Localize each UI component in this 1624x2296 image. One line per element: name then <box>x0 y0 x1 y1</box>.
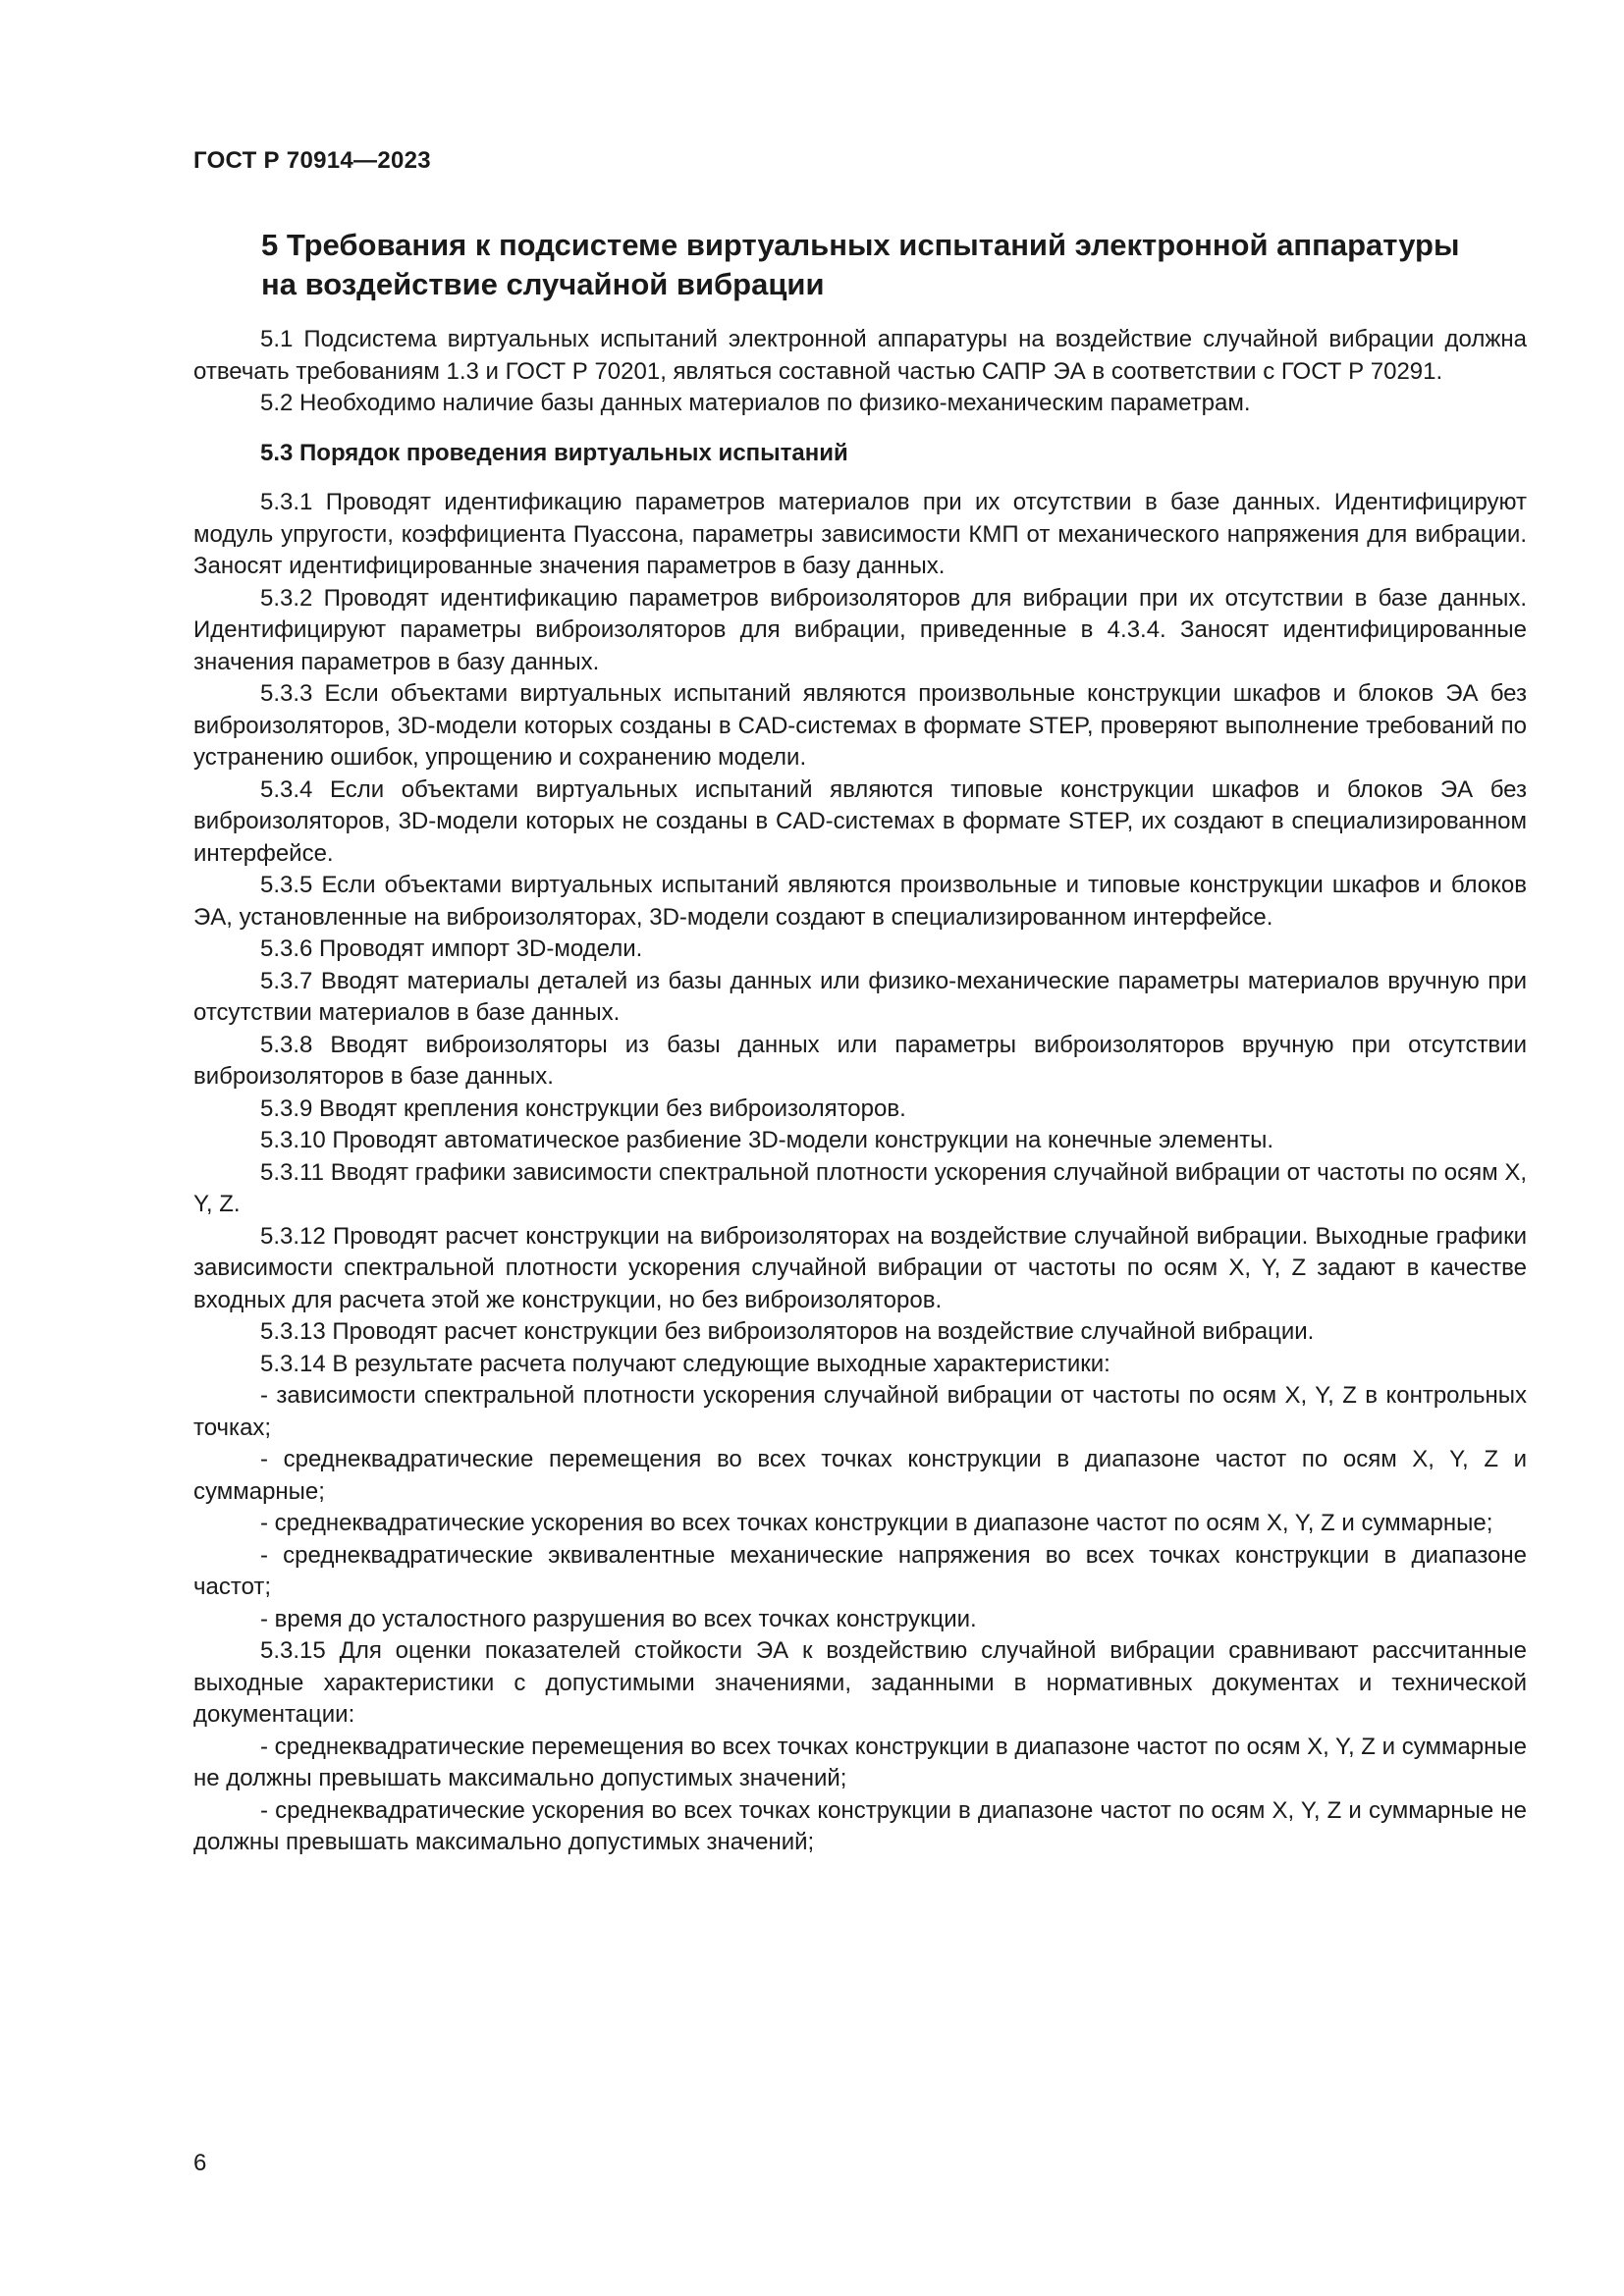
paragraph-5-3-3: 5.3.3 Если объектами виртуальных испытаний являются произвольные конструкции шкафов и блоков ЭА без виброизоляторов, 3D-модели которых созданы в CAD-системах в формате STEP, проверяют выполнение требований по устранению ошибок, упрощению и сохранению модели. <box>193 680 1527 771</box>
paragraph-5-3-14: 5.3.14 В результате расчета получают следующие выходные характеристики: <box>260 1350 1110 1377</box>
paragraph-5-3-6: 5.3.6 Проводят импорт 3D-модели. <box>260 935 643 962</box>
paragraph-5-3-5: 5.3.5 Если объектами виртуальных испытаний являются произвольные и типовые конструкции шкафов и блоков ЭА, установленные на виброизоляторах, 3D-модели создают в специализированном интерфейсе. <box>193 872 1527 931</box>
paragraph-5-3-1: 5.3.1 Проводят идентификацию параметров материалов при их отсутствии в базе данных. Идентифицируют модуль упругости, коэффициента Пуассона, параметры зависимости КМП от механического напряжения для вибрации. Заносят идентифицированные значения параметров в базу данных. <box>193 489 1527 579</box>
list-item: - время до усталостного разрушения во всех точках конструкции. <box>260 1605 977 1632</box>
paragraph-5-3-10: 5.3.10 Проводят автоматическое разбиение 3D-модели конструкции на конечные элементы. <box>260 1127 1274 1153</box>
list-item: - среднеквадратические ускорения во всех точках конструкции в диапазоне частот по осям X, Y, Z и суммарные; <box>260 1510 1493 1536</box>
paragraph-5-3-8: 5.3.8 Вводят виброизоляторы из базы данных или параметры виброизоляторов вручную при отсутствии виброизоляторов в базе данных. <box>193 1031 1527 1090</box>
paragraph-5-3-12: 5.3.12 Проводят расчет конструкции на виброизоляторах на воздействие случайной вибрации. Выходные графики зависимости спектральной плотности ускорения случайной вибрации от частоты по осям X, Y, Z задают в качестве входных для расчета этой же конструкции, но без виброизоляторов. <box>193 1222 1527 1313</box>
paragraph-5-3-2: 5.3.2 Проводят идентификацию параметров виброизоляторов для вибрации при их отсутствии в базе данных. Идентифицируют параметры виброизоляторов для вибрации, приведенные в 4.3.4. Заносят идентифицированные значения параметров в базу данных. <box>193 584 1527 675</box>
list-item: - среднеквадратические перемещения во всех точках конструкции в диапазоне частот по осям X, Y, Z и суммарные; <box>193 1446 1527 1505</box>
paragraph-5-3-15: 5.3.15 Для оценки показателей стойкости ЭА к воздействию случайной вибрации сравнивают рассчитанные выходные характеристики с допустимыми значениями, заданными в нормативных документах и технической документации: <box>193 1637 1527 1728</box>
document-body <box>193 324 1527 1859</box>
page-number: 6 <box>193 2150 207 2176</box>
paragraph-5-3-11: 5.3.11 Вводят графики зависимости спектральной плотности ускорения случайной вибрации от частоты по осям X, Y, Z. <box>193 1158 1527 1217</box>
list-item: - среднеквадратические ускорения во всех точках конструкции в диапазоне частот по осям X, Y, Z и суммарные не должны превышать максимально допустимых значений; <box>193 1796 1527 1855</box>
paragraph-5-3-7: 5.3.7 Вводят материалы деталей из базы данных или физико-механические параметры материалов вручную при отсутствии материалов в базе данных. <box>193 967 1527 1026</box>
paragraph-5-3-13: 5.3.13 Проводят расчет конструкции без виброизоляторов на воздействие случайной вибрации. <box>260 1318 1315 1345</box>
section-title: 5 Требования к подсистеме виртуальных испытаний электронной аппаратуры на воздействие случайной вибрации <box>261 228 1460 301</box>
paragraph-5-3-9: 5.3.9 Вводят крепления конструкции без виброизоляторов. <box>260 1095 906 1122</box>
list-item: - зависимости спектральной плотности ускорения случайной вибрации от частоты по осям X, Y, Z в контрольных точках; <box>193 1382 1527 1441</box>
paragraph-5-2: 5.2 Необходимо наличие базы данных материалов по физико-механическим параметрам. <box>260 390 1251 416</box>
paragraph-5-3-4: 5.3.4 Если объектами виртуальных испытаний являются типовые конструкции шкафов и блоков ЭА без виброизоляторов, 3D-модели которых не созданы в CAD-системах в формате STEP, их создают в специализированном интерфейсе. <box>193 775 1527 867</box>
paragraph-5-1: 5.1 Подсистема виртуальных испытаний электронной аппаратуры на воздействие случайной вибрации должна отвечать требованиям 1.3 и ГОСТ Р 70201, являться составной частью САПР ЭА в соответствии с ГОСТ Р 70291. <box>193 326 1527 385</box>
subsection-heading-5-3: 5.3 Порядок проведения виртуальных испытаний <box>260 439 848 466</box>
list-item: - среднеквадратические эквивалентные механические напряжения во всех точках конструкции в диапазоне частот; <box>193 1541 1527 1600</box>
list-item: - среднеквадратические перемещения во всех точках конструкции в диапазоне частот по осям X, Y, Z и суммарные не должны превышать максимально допустимых значений; <box>193 1733 1527 1791</box>
document-code: ГОСТ Р 70914—2023 <box>193 147 431 174</box>
